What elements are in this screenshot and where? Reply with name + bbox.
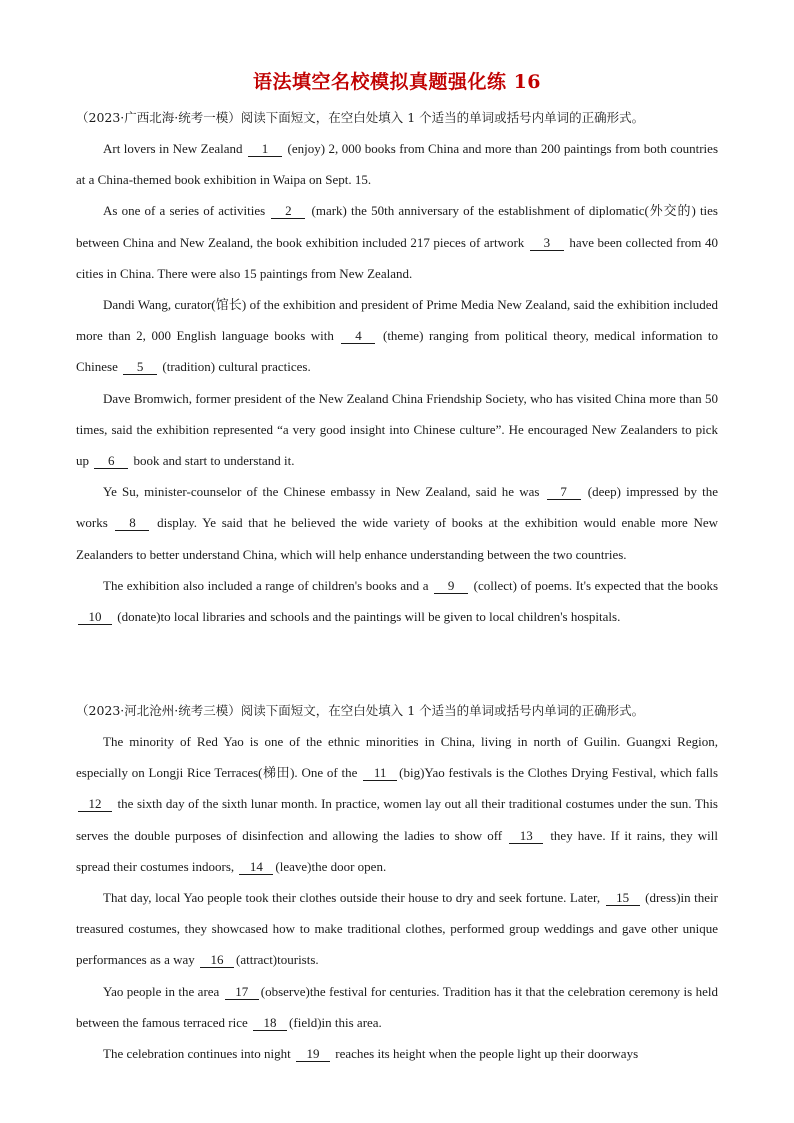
- paragraph: [76, 726, 718, 882]
- paragraph-text: The exhibition also included a range of children's books and a: [103, 577, 433, 593]
- paragraph-text: The minority of Red Yao is one of the ethnic minorities in China, living in north of Guilin. Guangxi Region, especially on Longji Rice Terraces(梯田). One of the: [76, 734, 718, 781]
- paragraph-text: (deep) impressed by the works: [76, 484, 718, 531]
- answer-blank[interactable]: 13: [509, 828, 543, 844]
- paragraph-text: (big)Yao festivals is the Clothes Drying Festival, which falls: [399, 765, 719, 781]
- paragraph-text: they have. If it rains, they will spread their costumes indoors,: [76, 827, 719, 874]
- answer-blank[interactable]: 2: [271, 203, 305, 219]
- paragraph-text: (attract)tourists.: [236, 952, 319, 968]
- paragraph-text: As one of a series of activities: [103, 203, 270, 219]
- paragraph-text: (dress)in their treasured costumes, they showcased how to make traditional clothes, performed group weddings and gave other unique performances as a way: [76, 890, 718, 968]
- paragraph: [76, 882, 718, 976]
- paragraph-text: (tradition) cultural practices.: [159, 359, 311, 375]
- paragraph-text: Ye Su, minister-counselor of the Chinese embassy in New Zealand, said he was: [103, 484, 545, 500]
- paragraph-text: reaches its height when the people light up their doorways: [331, 1046, 639, 1062]
- paragraph-text: the sixth day of the sixth lunar month. In practice, women lay out all their traditional costumes under the sun. This serves the double purposes of disinfection and allowing the ladies to show off: [76, 796, 718, 843]
- passage-body: [76, 726, 718, 1069]
- paragraph: [76, 570, 718, 632]
- answer-blank[interactable]: 12: [78, 796, 112, 812]
- answer-blank[interactable]: 4: [341, 328, 375, 344]
- section-intro: （2023·河北沧州·统考三模）阅读下面短文，在空白处填入 1 个适当的单词或括号内单词的正确形式。: [76, 703, 645, 718]
- answer-blank[interactable]: 9: [434, 578, 468, 594]
- paragraph: [76, 1038, 718, 1069]
- answer-blank[interactable]: 16: [200, 952, 234, 968]
- answer-blank[interactable]: 3: [530, 235, 564, 251]
- paragraph: [76, 195, 718, 289]
- paragraph-text: have been collected from 40 cities in China. There were also 15 paintings from New Zealand.: [76, 234, 718, 281]
- answer-blank[interactable]: 18: [253, 1015, 287, 1031]
- paragraph-text: Yao people in the area: [103, 983, 223, 999]
- answer-blank[interactable]: 1: [248, 141, 282, 157]
- page-title: 语法填空名校模拟真题强化练 16: [252, 71, 542, 93]
- paragraph: [76, 289, 718, 383]
- paragraph-text: (collect) of poems. It's expected that the books: [470, 577, 719, 593]
- passage-body: [76, 133, 718, 632]
- paragraph-text: (theme) ranging from political theory, medical information to Chinese: [76, 328, 718, 375]
- passage-section-1: [76, 102, 718, 632]
- paragraph-text: The celebration continues into night: [103, 1046, 294, 1062]
- paragraph-text: display. Ye said that he believed the wide variety of books at the exhibition would enable more New Zealanders to better understand China, which will help enhance understanding between the two countries.: [76, 515, 718, 562]
- paragraph: [76, 133, 718, 195]
- section-intro: （2023·广西北海·统考一模）阅读下面短文，在空白处填入 1 个适当的单词或括号内单词的正确形式。: [76, 110, 645, 125]
- answer-blank[interactable]: 17: [225, 984, 259, 1000]
- paragraph-text: (enjoy) 2, 000 books from China and more than 200 paintings from both countries at a China-themed book exhibition in Waipa on Sept. 15.: [76, 141, 718, 188]
- passage-section-2: [76, 695, 718, 1069]
- paragraph-text: (observe)the festival for centuries. Tradition has it that the celebration ceremony is held between the famous terraced rice: [76, 983, 718, 1030]
- answer-blank[interactable]: 11: [363, 765, 397, 781]
- answer-blank[interactable]: 19: [296, 1046, 330, 1062]
- paragraph-text: (field)in this area.: [289, 1014, 382, 1030]
- paragraph-text: Dave Bromwich, former president of the New Zealand China Friendship Society, who has visited China more than 50 times, said the exhibition represented “a very good insight into Chinese culture”. He encouraged New Zealanders to pick up: [76, 390, 718, 469]
- paragraph: [76, 976, 718, 1038]
- paragraph-text: book and start to understand it.: [130, 453, 295, 469]
- answer-blank[interactable]: 7: [547, 484, 581, 500]
- paragraph-text: (donate)to local libraries and schools and the paintings will be given to local children's hospitals.: [114, 609, 621, 625]
- paragraph: [76, 476, 718, 570]
- paragraph-text: That day, local Yao people took their clothes outside their house to dry and seek fortune. Later,: [103, 890, 604, 906]
- paragraph-text: Dandi Wang, curator(馆长) of the exhibition and president of Prime Media New Zealand, said the exhibition included more than 2, 000 English language books with: [76, 297, 718, 344]
- paragraph-text: (mark) the 50th anniversary of the establishment of diplomatic(外交的) ties between China and New Zealand, the book exhibition included 217 pieces of artwork: [76, 203, 718, 250]
- answer-blank[interactable]: 15: [606, 890, 640, 906]
- answer-blank[interactable]: 14: [239, 859, 273, 875]
- paragraph: [76, 383, 718, 477]
- answer-blank[interactable]: 5: [123, 359, 157, 375]
- answer-blank[interactable]: 10: [78, 609, 112, 625]
- paragraph-text: (leave)the door open.: [275, 858, 387, 874]
- paragraph-text: Art lovers in New Zealand: [103, 141, 247, 156]
- answer-blank[interactable]: 6: [94, 453, 128, 469]
- answer-blank[interactable]: 8: [115, 515, 149, 531]
